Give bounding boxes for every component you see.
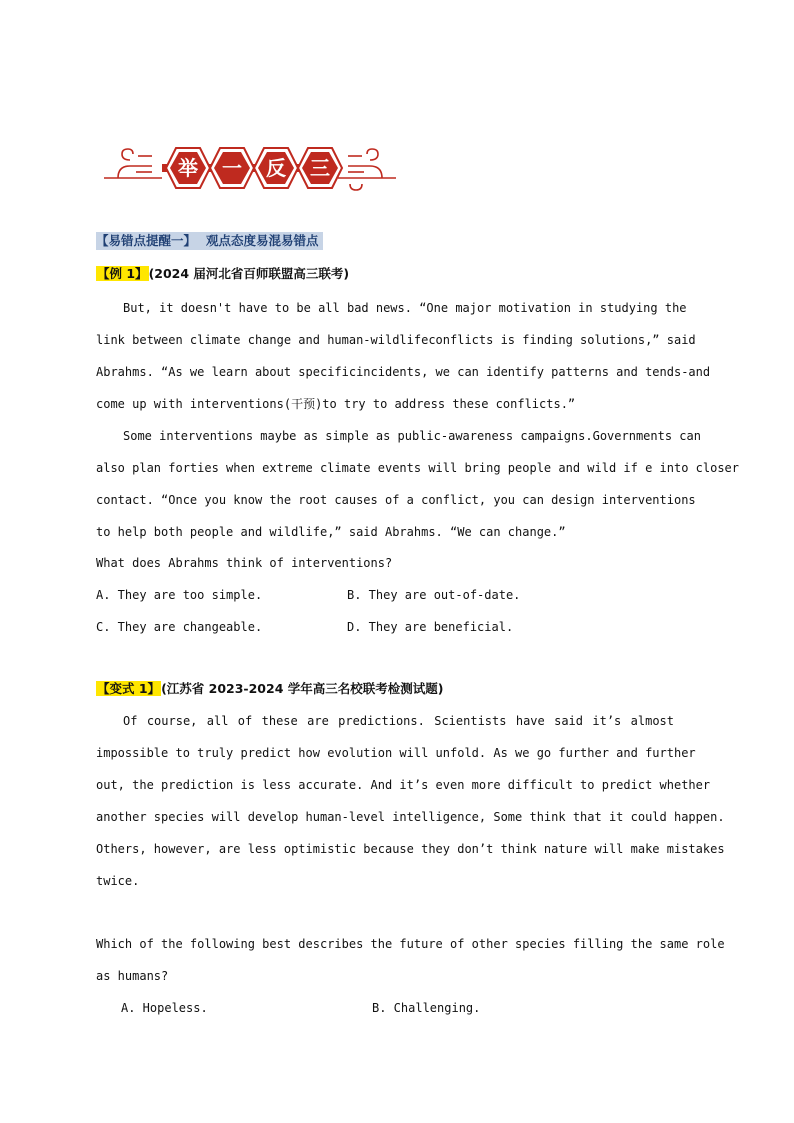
variant-1-tag: 【变式 1】 (97, 681, 161, 696)
variant-1-line-2: impossible to truly predict how evolution will unfold. As we go further and further (96, 746, 696, 760)
example-1-option-d: D. They are beneficial. (347, 620, 514, 634)
example-1-label (96, 265, 349, 283)
example-1-option-b: B. They are out-of-date. (347, 588, 521, 602)
example-1-line-5: Some interventions maybe as simple as public-awareness campaigns.Governments can (123, 429, 701, 443)
example-1-line-6: also plan forties when extreme climate events will bring people and wild if e into closer (96, 461, 739, 475)
banner-char-2: 一 (222, 156, 242, 180)
banner-char-4: 三 (310, 156, 330, 180)
tip-title: 观点态度易混易错点 (206, 233, 319, 248)
banner-char-3: 反 (266, 156, 286, 180)
banner-char-1: 举 (178, 156, 198, 180)
hex-1 (166, 148, 210, 188)
example-1-option-a: A. They are too simple. (96, 588, 263, 602)
variant-1-source: (江苏省 2023-2024 学年高三名校联考检测试题) (161, 681, 444, 696)
variant-1-line-4: another species will develop human-level intelligence, Some think that it could happen. (96, 810, 725, 824)
left-ornament-icon (104, 149, 162, 178)
example-1-line-4: come up with interventions(干预)to try to address these conflicts.” (96, 397, 576, 411)
example-1-tag: 【例 1】 (97, 266, 148, 281)
variant-1-line-6: twice. (96, 874, 140, 888)
example-1-question: What does Abrahms think of interventions? (96, 556, 393, 570)
hex-3 (254, 148, 298, 188)
variant-1-line-1: Of course, all of these are predictions. Scientists have said it’s almost (123, 714, 674, 728)
example-1-line-1: But, it doesn't have to be all bad news. “One major motivation in studying the (123, 301, 687, 315)
variant-1-option-a: A. Hopeless. (121, 1001, 208, 1015)
tip-heading (96, 232, 323, 250)
right-ornament-icon (338, 149, 396, 190)
variant-1-line-5: Others, however, are less optimistic because they don’t think nature will make mistakes (96, 842, 725, 856)
variant-1-line-3: out, the prediction is less accurate. And it’s even more difficult to predict whether (96, 778, 711, 792)
example-1-line-3: Abrahms. “As we learn about specificincidents, we can identify patterns and tends-and (96, 365, 711, 379)
section-banner (100, 140, 400, 196)
variant-1-label (96, 680, 443, 698)
hex-2 (210, 148, 254, 188)
banner-graphic (100, 140, 400, 196)
example-1-line-7: contact. “Once you know the root causes of a conflict, you can design interventions (96, 493, 696, 507)
tip-bracket: 【易错点提醒一】 (96, 233, 197, 248)
hex-4 (298, 148, 342, 188)
variant-1-question-line-1: Which of the following best describes the future of other species filling the same role (96, 937, 725, 951)
example-1-line-8: to help both people and wildlife,” said Abrahms. “We can change.” (96, 525, 566, 539)
variant-1-question-line-2: as humans? (96, 969, 169, 983)
example-1-option-c: C. They are changeable. (96, 620, 263, 634)
example-1-line-2: link between climate change and human-wildlifeconflicts is finding solutions,” said (96, 333, 696, 347)
example-1-source: (2024 届河北省百师联盟高三联考) (148, 266, 350, 281)
variant-1-option-b: B. Challenging. (372, 1001, 481, 1015)
